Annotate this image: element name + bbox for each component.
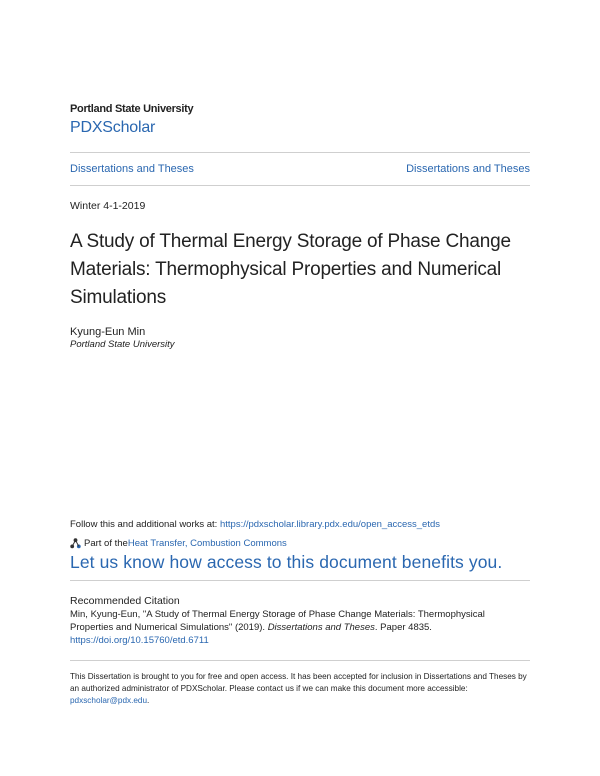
- part-of-label: Part of the: [84, 538, 128, 549]
- footer-end: .: [147, 696, 150, 705]
- document-title: A Study of Thermal Energy Storage of Phase Change Materials: Thermophysical Properties and Numerical Simulations: [70, 231, 511, 308]
- follow-url-link[interactable]: https://pdxscholar.library.pdx.edu/open_access_etds: [219, 519, 441, 530]
- footer-divider: [70, 660, 530, 661]
- publication-date: Winter 4-1-2019: [70, 200, 146, 212]
- feedback-link[interactable]: Let us know how access to this document benefits you.: [70, 552, 503, 572]
- citation-divider: [70, 580, 530, 581]
- citation-text: [70, 608, 530, 647]
- university-name: Portland State University: [70, 103, 194, 115]
- footer-notice: [70, 671, 532, 707]
- repository-link[interactable]: PDXScholar: [70, 119, 156, 136]
- header-divider: [70, 152, 530, 153]
- follow-label: Follow this and additional works at:: [70, 519, 220, 530]
- network-icon: [70, 538, 81, 549]
- author-name: Kyung-Eun Min: [70, 326, 146, 338]
- nav-link-dissertations-left[interactable]: Dissertations and Theses: [70, 163, 194, 175]
- footer-text: This Dissertation is brought to you for free and open access. It has been accepted for inclusion in Dissertations and Theses by an authorized administrator of PDXScholar. Please contact us if we can make this document more accessible:: [70, 672, 527, 693]
- citation-body: Min, Kyung-Eun, "A Study of Thermal Energy Storage of Phase Change Materials: Thermophysical Properties and Numerical Simulations" (2019).: [70, 609, 485, 633]
- commons-link[interactable]: Heat Transfer, Combustion Commons: [127, 538, 287, 549]
- part-of-line: [70, 538, 287, 549]
- follow-line: [70, 519, 440, 530]
- citation-series: Dissertations and Theses: [267, 622, 375, 633]
- nav-link-dissertations-right[interactable]: Dissertations and Theses: [406, 163, 530, 175]
- citation-heading: Recommended Citation: [70, 595, 180, 607]
- doi-link[interactable]: https://doi.org/10.15760/etd.6711: [70, 635, 209, 646]
- nav-divider: [70, 185, 530, 186]
- citation-paper: . Paper 4835.: [374, 622, 432, 633]
- author-affiliation: Portland State University: [70, 339, 175, 350]
- contact-email-link[interactable]: pdxscholar@pdx.edu: [70, 696, 148, 705]
